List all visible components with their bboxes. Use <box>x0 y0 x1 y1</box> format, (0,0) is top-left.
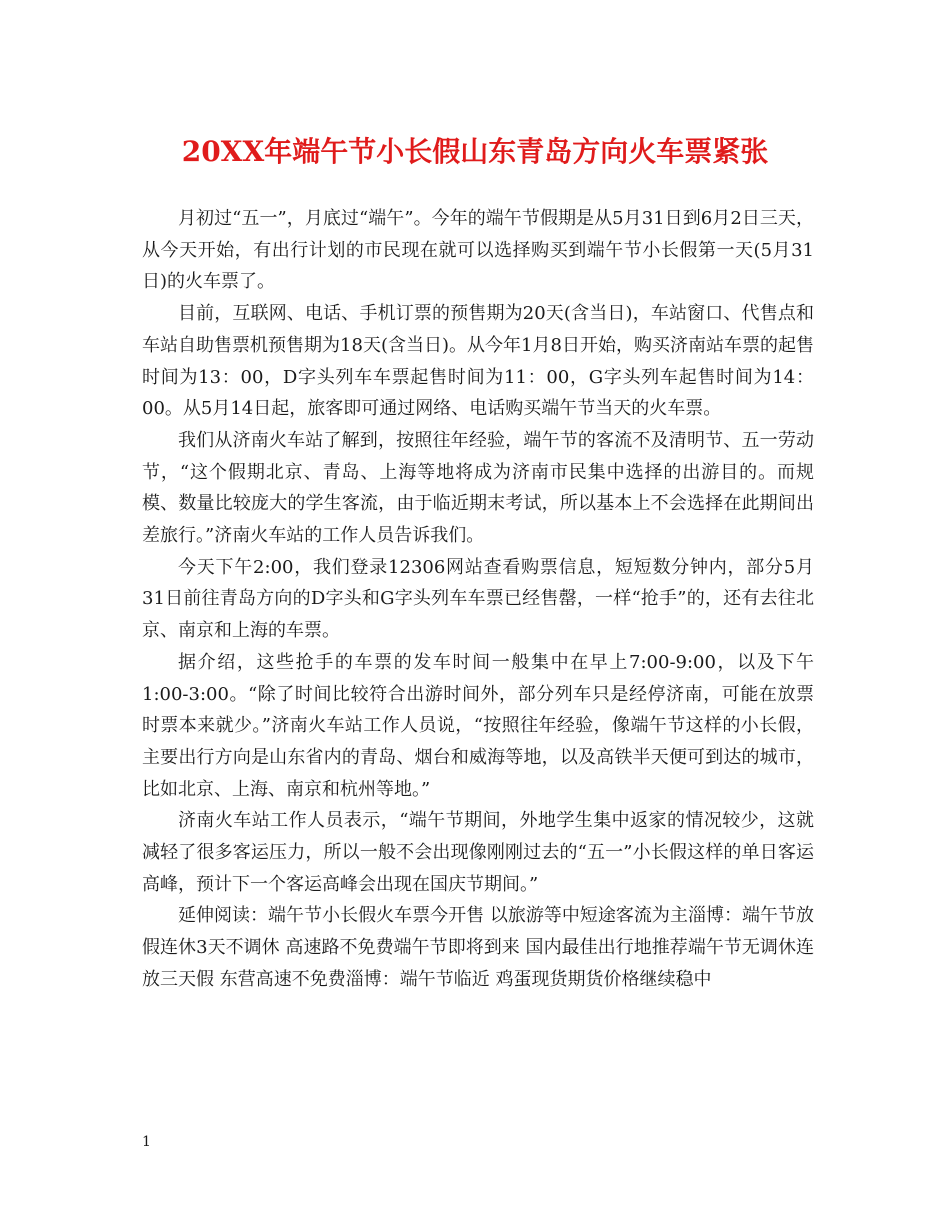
page-number: 1 <box>142 1134 151 1150</box>
paragraph: 月初过“五一”，月底过“端午”。今年的端午节假期是从5月31日到6月2日三天，从今天开始，有出行计划的市民现在就可以选择购买到端午节小长假第一天(5月31日)的火车票了。 <box>142 208 814 293</box>
paragraph: 据介绍，这些抢手的车票的发车时间一般集中在早上7:00-9:00，以及下午1:00-3:00。“除了时间比较符合出游时间外，部分列车只是经停济南，可能在放票时票本来就少。”济南火车站工作人员说，“按照往年经验，像端午节这样的小长假，主要出行方向是山东省内的青岛、烟台和威海等地，以及高铁半天便可到达的城市，比如北京、上海、南京和杭州等地。” <box>142 651 814 800</box>
document-body <box>142 203 814 996</box>
paragraph: 延伸阅读：端午节小长假火车票今开售 以旅游等中短途客流为主淄博：端午节放假连休3天不调休 高速路不免费端午节即将到来 国内最佳出行地推荐端午节无调休连放三天假 东营高速不免费淄博：端午节临近 鸡蛋现货期货价格继续稳中 <box>142 905 814 990</box>
paragraph: 济南火车站工作人员表示，“端午节期间，外地学生集中返家的情况较少，这就减轻了很多客运压力，所以一般不会出现像刚刚过去的“五一”小长假这样的单日客运高峰，预计下一个客运高峰会出现在国庆节期间。” <box>142 810 814 895</box>
paragraph: 今天下午2:00，我们登录12306网站查看购票信息，短短数分钟内，部分5月31日前往青岛方向的D字头和G字头列车车票已经售罄，一样“抢手”的，还有去往北京、南京和上海的车票。 <box>142 556 814 642</box>
document-title: 20XX年端午节小长假山东青岛方向火车票紧张 <box>181 135 769 168</box>
paragraph: 我们从济南火车站了解到，按照往年经验，端午节的客流不及清明节、五一劳动节，“这个假期北京、青岛、上海等地将成为济南市民集中选择的出游目的。而规模、数量比较庞大的学生客流，由于临近期末考试，所以基本上不会选择在此期间出差旅行。”济南火车站的工作人员告诉我们。 <box>142 429 814 547</box>
paragraph: 目前，互联网、电话、手机订票的预售期为20天(含当日)，车站窗口、代售点和车站自助售票机预售期为18天(含当日)。从今年1月8日开始，购买济南站车票的起售时间为13：00，D字头列车车票起售时间为11：00，G字头列车起售时间为14：00。从5月14日起，旅客即可通过网络、电话购买端午节当天的火车票。 <box>142 303 814 420</box>
